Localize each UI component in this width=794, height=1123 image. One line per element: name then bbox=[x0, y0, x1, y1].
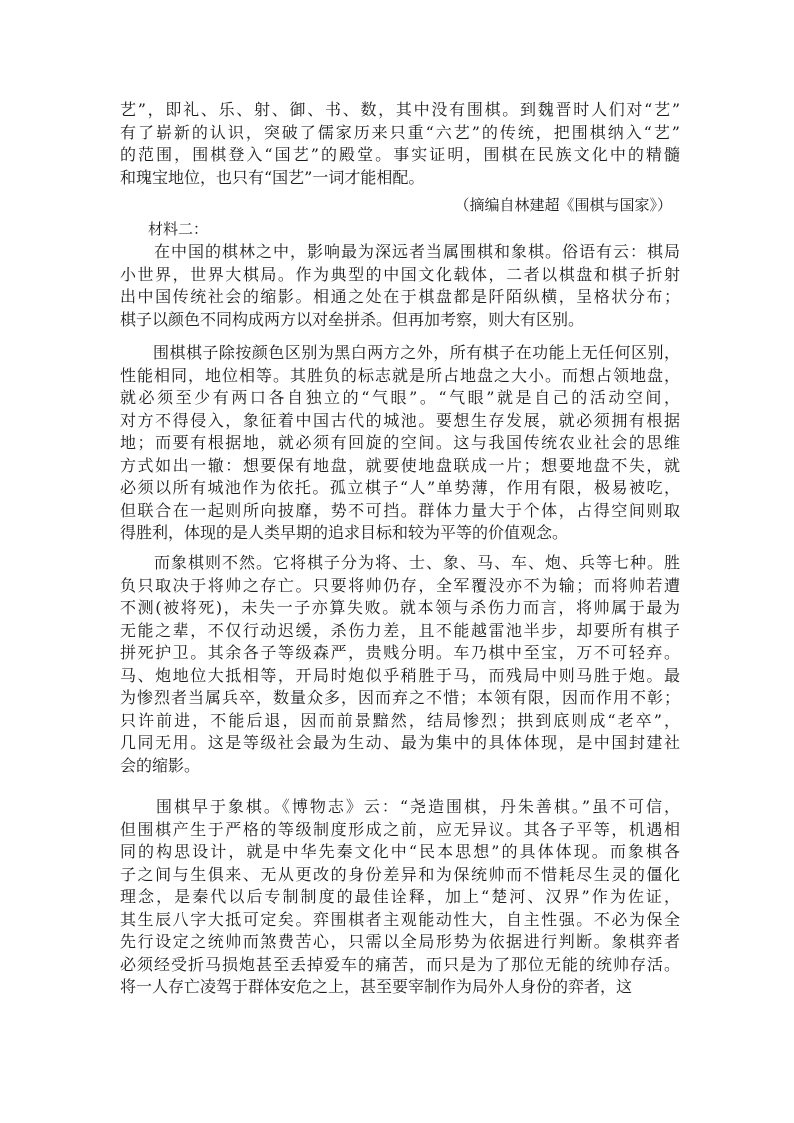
text-line: 性能相同，地位相等。其胜负的标志就是所占地盘之大小。而想占领地盘， bbox=[120, 365, 680, 385]
text-line: 得胜利，体现的是人类早期的追求目标和较为平等的价值观念。 bbox=[120, 523, 569, 542]
text-line: 必须经受折马损炮甚至丢掉爱车的痛苦，而只是为了那位无能的统帅存活。 bbox=[120, 954, 680, 974]
text-line: 棋子以颜色不同构成两方以对垒拼杀。但再加考察，则大有区别。 bbox=[120, 309, 585, 329]
text-line: 负只取决于将帅之存亡。只要将帅仍存，全军覆没亦不为输；而将帅若遭 bbox=[120, 575, 680, 595]
text-line: 会的缩影。 bbox=[120, 755, 201, 775]
text-line: 但围棋产生于严格的等级制度形成之前，应无异议。其各子平等，机遇相 bbox=[120, 819, 680, 839]
text-line: 小世界，世界大棋局。作为典型的中国文化载体，二者以棋盘和棋子折射 bbox=[120, 264, 680, 284]
text-line: 理念，是秦代以后专制制度的最佳诠释，加上“楚河、汉界”作为佐证， bbox=[120, 887, 680, 906]
text-line: 将一人存亡凌驾于群体安危之上，甚至要宰制作为局外人身份的弈者，这 bbox=[120, 977, 633, 996]
text-line: 马、炮地位大抵相等，开局时炮似乎稍胜于马，而残局中则马胜于炮。最 bbox=[120, 665, 680, 685]
text-line: 为惨烈者当属兵卒，数量众多，因而弃之不惜；本领有限，因而作用不彰； bbox=[120, 688, 680, 707]
text-line: 有了崭新的认识，突破了儒家历来只重“六艺”的传统，把围棋纳入“艺” bbox=[120, 122, 680, 142]
text-line: 就必须至少有两口各自独立的“气眼”。“气眼”就是自己的活动空间， bbox=[120, 388, 680, 407]
text-line: 几同无用。这是等级社会最为生动、最为集中的具体体现，是中国封建社 bbox=[120, 733, 680, 752]
text-line: 其生辰八字大抵可定矣。弈围棋者主观能动性大，自主性强。不必为保全 bbox=[120, 909, 680, 929]
source-citation: （摘编自林建超《围棋与国家》） bbox=[454, 196, 672, 214]
paragraph-comparison bbox=[120, 796, 680, 999]
text-line: 无能之辈，不仅行动迟缓，杀伤力差，且不能越雷池半步，却要所有棋子 bbox=[120, 620, 680, 640]
text-line: 但联合在一起则所向披靡，势不可挡。群体力量大于个体，占得空间则取 bbox=[120, 500, 680, 520]
text-line: 只许前进，不能后退，因而前景黯然，结局惨烈；拱到底则成“老卒”， bbox=[120, 710, 680, 730]
text-line: 必须以所有城池作为依托。孤立棋子“人”单势薄，作用有限，极易被吃， bbox=[120, 478, 680, 497]
text-line: 先行设定之统帅而煞费苦心，只需以全局形势为依据进行判断。象棋弈者 bbox=[120, 932, 680, 951]
text-line: 同的构思设计，就是中华先秦文化中“民本思想”的具体体现。而象棋各 bbox=[120, 842, 680, 861]
text-line: 围棋早于象棋。《博物志》云：“尧造围棋，丹朱善棋。”虽不可信， bbox=[120, 797, 680, 816]
paragraph-xiangqi bbox=[120, 552, 680, 777]
text-line: 艺”，即礼、乐、射、御、书、数，其中没有围棋。到魏晋时人们对“艺” bbox=[120, 100, 680, 119]
text-line: 和瑰宝地位，也只有“国艺”一词才能相配。 bbox=[120, 167, 425, 187]
text-line: 拼死护卫。其余各子等级森严，贵贱分明。车乃棋中至宝，万不可轻弃。 bbox=[120, 643, 680, 662]
paragraph-chess-overview bbox=[120, 241, 680, 331]
material-heading: 材料二： bbox=[148, 220, 209, 238]
paragraph-weiqi bbox=[120, 342, 680, 545]
text-line: 围棋棋子除按颜色区别为黑白两方之外，所有棋子在功能上无任何区别， bbox=[120, 343, 680, 362]
text-line: 出中国传统社会的缩影。相通之处在于棋盘都是阡陌纵横，呈格状分布； bbox=[120, 287, 680, 306]
text-line: 的范围，围棋登入“国艺”的殿堂。事实证明，围棋在民族文化中的精髓 bbox=[120, 145, 680, 164]
text-line: 而象棋则不然。它将棋子分为将、士、象、马、车、炮、兵等七种。胜 bbox=[120, 553, 680, 572]
text-line: 方式如出一辙：想要保有地盘，就要使地盘联成一片；想要地盘不失，就 bbox=[120, 455, 680, 475]
text-line: 地；而要有根据地，就必须有回旋的空间。这与我国传统农业社会的思维 bbox=[120, 433, 680, 452]
text-line: 不测(被将死)，未失一子亦算失败。就本领与杀伤力而言，将帅属于最为 bbox=[120, 598, 680, 617]
text-line: 子之间与生俱来、无从更改的身份差异和为保统帅而不惜耗尽生灵的僵化 bbox=[120, 864, 680, 884]
text-line: 在中国的棋林之中，影响最为深远者当属围棋和象棋。俗语有云：棋局 bbox=[120, 242, 680, 261]
text-line: 对方不得侵入，象征着中国古代的城池。要想生存发展，就必须拥有根据 bbox=[120, 410, 680, 430]
intro-paragraph bbox=[120, 99, 680, 189]
